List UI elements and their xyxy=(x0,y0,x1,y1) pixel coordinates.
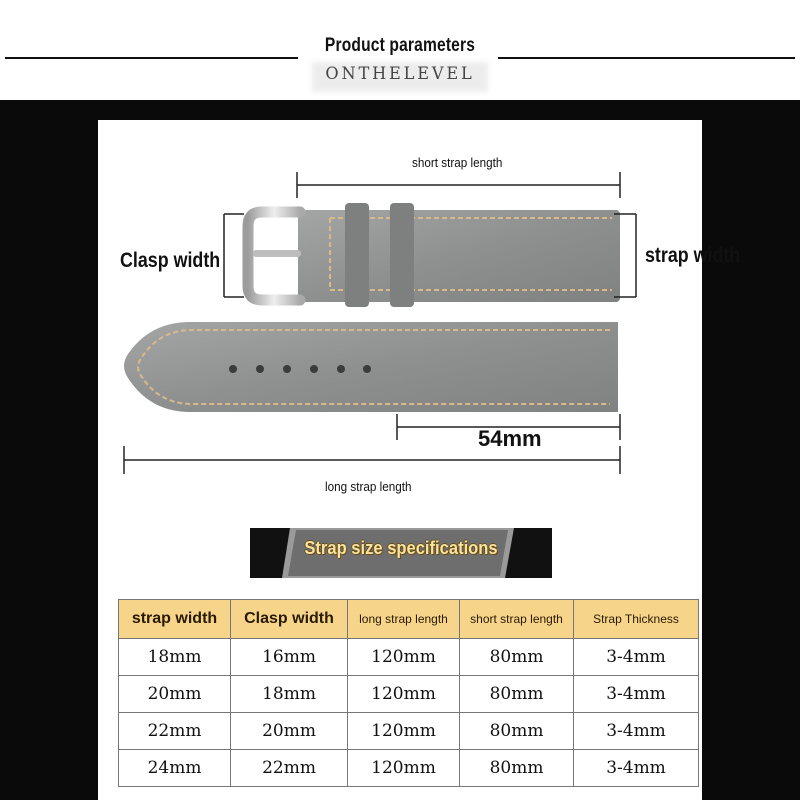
table-row xyxy=(119,750,699,787)
table-cell: 80mm xyxy=(460,750,574,787)
strap-hole xyxy=(337,365,345,373)
long-strap xyxy=(124,322,618,412)
table-cell: 3-4mm xyxy=(574,750,699,787)
table-header-row xyxy=(119,600,699,639)
table-row xyxy=(119,639,699,676)
col-header-strap-width: strap width xyxy=(119,600,231,639)
strap-hole xyxy=(363,365,371,373)
table-cell: 20mm xyxy=(231,713,348,750)
short-strap-label: short strap length xyxy=(412,155,503,170)
table-row xyxy=(119,713,699,750)
brand-name: ONTHELEVEL xyxy=(325,64,475,84)
table-cell: 3-4mm xyxy=(574,639,699,676)
table-cell: 120mm xyxy=(348,713,460,750)
table-cell: 3-4mm xyxy=(574,676,699,713)
strap-width-label: strap width xyxy=(645,244,741,267)
buckle xyxy=(248,212,301,300)
table-cell: 120mm xyxy=(348,676,460,713)
short-strap xyxy=(298,203,620,307)
table-cell: 120mm xyxy=(348,639,460,676)
table-cell: 80mm xyxy=(460,713,574,750)
strap-hole xyxy=(310,365,318,373)
page-title: Product parameters xyxy=(324,35,476,56)
spec-banner-title: Strap size specifications xyxy=(304,538,498,558)
table-cell: 22mm xyxy=(231,750,348,787)
table-cell: 20mm xyxy=(119,676,231,713)
col-header-long-strap-length: long strap length xyxy=(348,600,460,639)
table-cell: 3-4mm xyxy=(574,713,699,750)
table-cell: 80mm xyxy=(460,676,574,713)
strap-hole xyxy=(229,365,237,373)
strap-hole xyxy=(256,365,264,373)
table-cell: 22mm xyxy=(119,713,231,750)
54mm-label: 54mm xyxy=(478,426,542,451)
col-header-short-strap-length: short strap length xyxy=(460,600,574,639)
table-cell: 16mm xyxy=(231,639,348,676)
table-cell: 18mm xyxy=(231,676,348,713)
table-cell: 18mm xyxy=(119,639,231,676)
clasp-width-label: Clasp width xyxy=(120,249,221,272)
col-header-clasp-width: Clasp width xyxy=(231,600,348,639)
table-row xyxy=(119,676,699,713)
spec-table xyxy=(118,599,699,787)
long-strap-label: long strap length xyxy=(325,479,412,494)
table-cell: 120mm xyxy=(348,750,460,787)
strap-hole xyxy=(283,365,291,373)
strap-keeper xyxy=(345,203,369,307)
strap-keeper xyxy=(390,203,414,307)
table-cell: 80mm xyxy=(460,639,574,676)
col-header-strap-thickness: Strap Thickness xyxy=(574,600,699,639)
table-cell: 24mm xyxy=(119,750,231,787)
